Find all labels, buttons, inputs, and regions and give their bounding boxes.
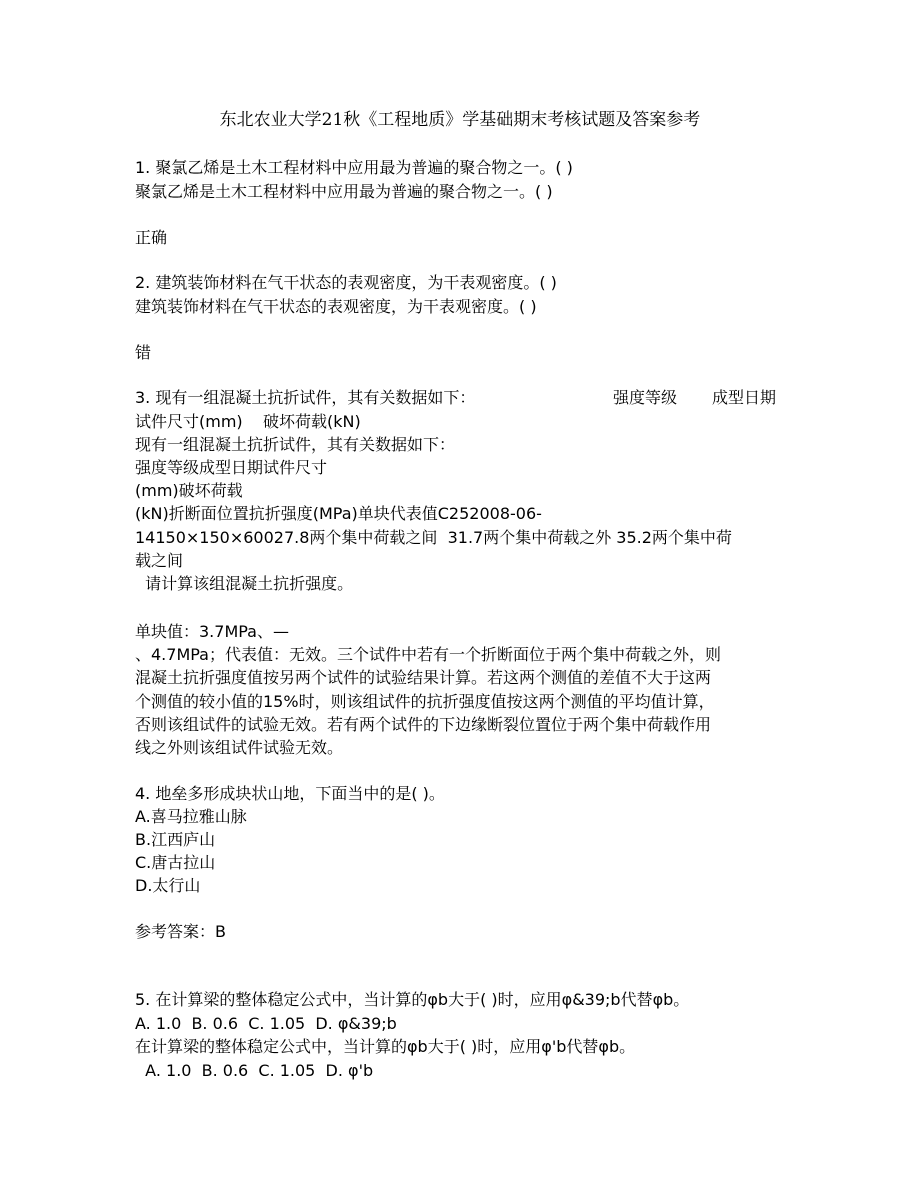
q1-answer: 正确	[135, 228, 168, 247]
q3-line5: (mm)破坏荷载	[135, 481, 243, 500]
q5-options: A. 1.0 B. 0.6 C. 1.05 D. φ&39;b	[135, 1014, 397, 1033]
q3-line3: 现有一组混凝土抗折试件，其有关数据如下：	[135, 435, 456, 454]
q3-header-strength: 强度等级	[613, 388, 678, 407]
q3-line8: 载之间	[135, 551, 184, 570]
q3-line7: 14150×150×60027.8两个集中荷载之间 31.7两个集中荷载之外 35.2两个集中荷	[135, 528, 732, 547]
q3-line4: 强度等级成型日期试件尺寸	[135, 458, 328, 477]
q3-line6: (kN)折断面位置抗折强度(MPa)单块代表值C252008-06-	[135, 504, 542, 523]
q1-repeat: 聚氯乙烯是土木工程材料中应用最为普遍的聚合物之一。( )	[135, 182, 553, 201]
document-title: 东北农业大学21秋《工程地质》学基础期末考核试题及答案参考	[219, 110, 701, 130]
q2-stem: 2. 建筑装饰材料在气干状态的表观密度，为干表观密度。( )	[135, 273, 557, 292]
q3-answer-line: 线之外则该组试件试验无效。	[135, 738, 344, 757]
q3-answer-line: 个测值的较小值的15%时，则该组试件的抗折强度值按这两个测值的平均值计算，	[135, 692, 715, 711]
q3-line9: 请计算该组混凝土抗折强度。	[135, 574, 354, 593]
q3-line2: 试件尺寸(mm) 破坏荷载(kN)	[135, 412, 361, 431]
q3-answer-line: 单块值：3.7MPa、—	[135, 622, 289, 641]
q3-header-date: 成型日期	[712, 388, 777, 407]
q5-repeat: 在计算梁的整体稳定公式中，当计算的φb大于( )时，应用φ'b代替φb。	[135, 1037, 636, 1056]
q3-answer-line: 否则该组试件的试验无效。若有两个试件的下边缘断裂位置位于两个集中荷载作用	[135, 715, 712, 734]
q4-stem: 4. 地垒多形成块状山地，下面当中的是( )。	[135, 784, 445, 803]
q5-stem: 5. 在计算梁的整体稳定公式中，当计算的φb大于( )时，应用φ&39;b代替φb。	[135, 990, 690, 1009]
q4-answer: 参考答案：B	[135, 922, 226, 941]
q3-answer-line: 、4.7MPa；代表值：无效。三个试件中若有一个折断面位于两个集中荷载之外，则	[135, 645, 721, 664]
q3-answer-line: 混凝土抗折强度值按另两个试件的试验结果计算。若这两个测值的差值不大于这两	[135, 668, 712, 687]
q2-repeat: 建筑装饰材料在气干状态的表观密度，为干表观密度。( )	[135, 297, 537, 316]
q4-option: A.喜马拉雅山脉	[135, 807, 247, 826]
q5-repeat-options: A. 1.0 B. 0.6 C. 1.05 D. φ'b	[135, 1061, 374, 1080]
q4-option: D.太行山	[135, 876, 201, 895]
q1-stem: 1. 聚氯乙烯是土木工程材料中应用最为普遍的聚合物之一。( )	[135, 158, 573, 177]
q2-answer: 错	[135, 343, 152, 362]
q3-stem: 3. 现有一组混凝土抗折试件，其有关数据如下：	[135, 388, 476, 407]
q4-option: C.唐古拉山	[135, 853, 216, 872]
q4-option: B.江西庐山	[135, 830, 216, 849]
